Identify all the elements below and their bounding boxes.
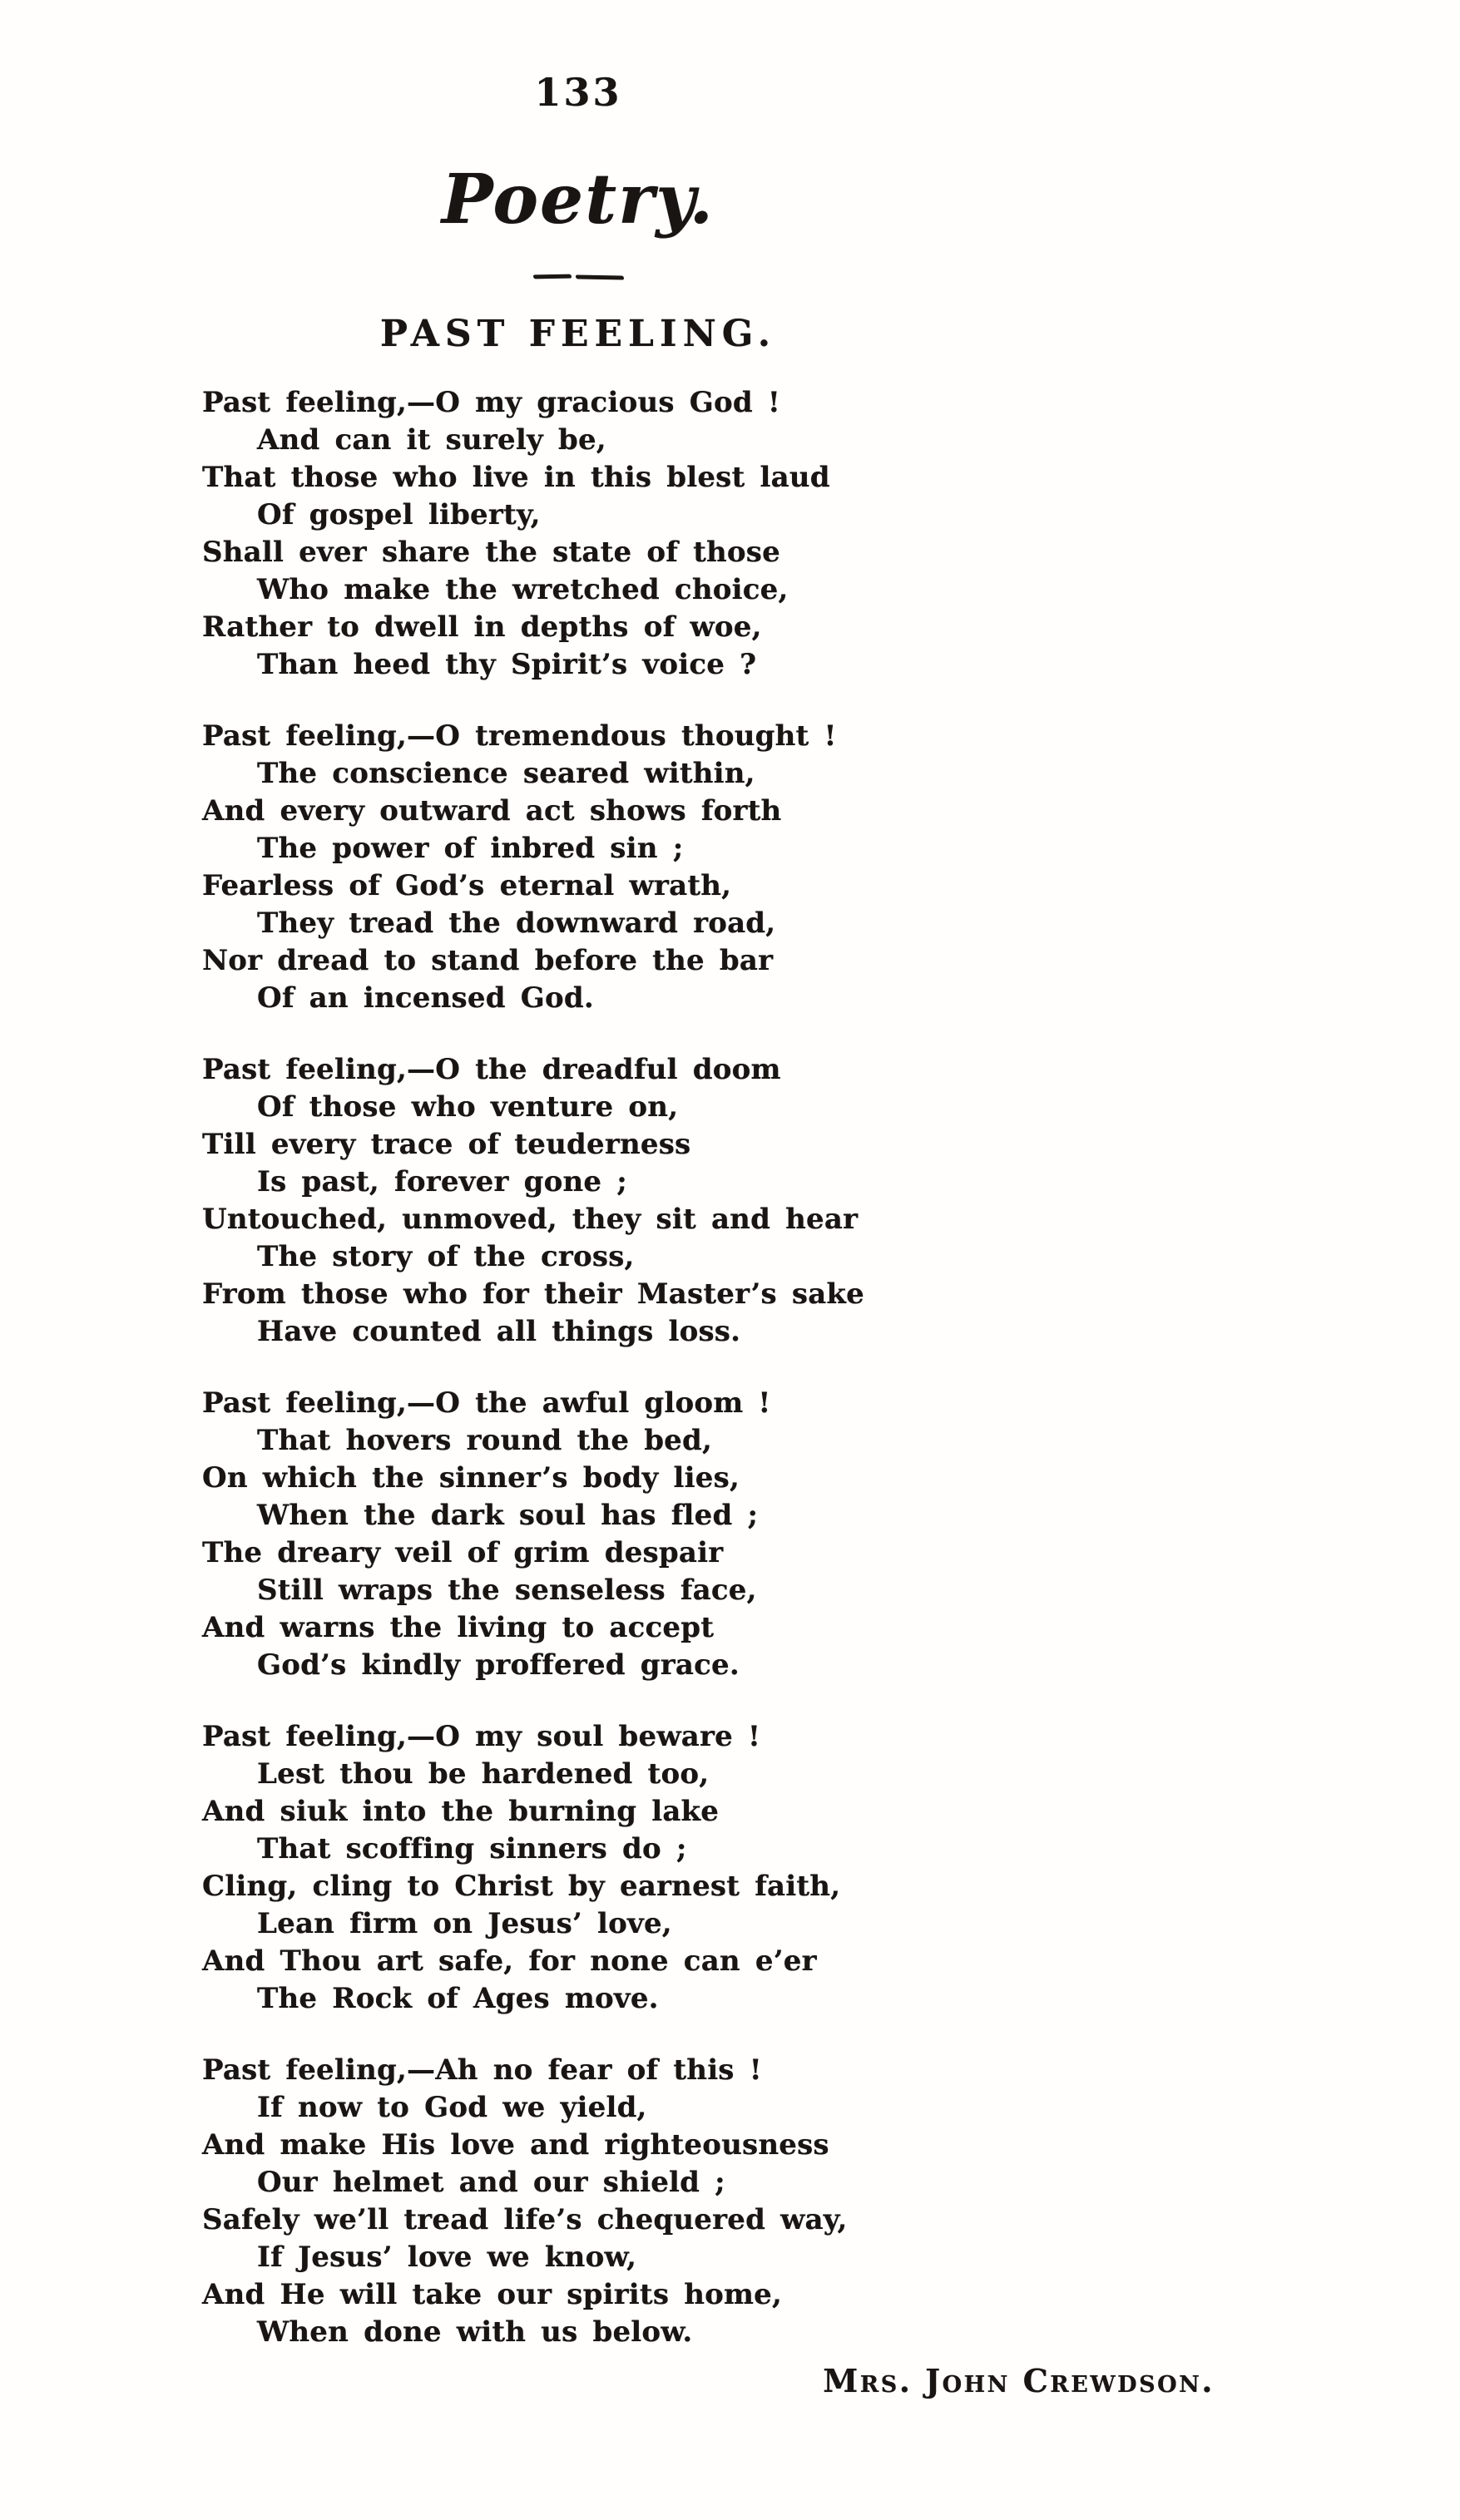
- poem-line: Our helmet and our shield ;: [257, 2166, 725, 2199]
- decorative-rule: [195, 274, 961, 279]
- poem-line: That hovers round the bed,: [257, 1424, 713, 1457]
- poem-line: The story of the cross,: [257, 1240, 635, 1273]
- poem-line: And make His love and righteousness: [202, 2128, 829, 2162]
- poem-line: Past feeling,—O the awful gloom !: [202, 1386, 771, 1420]
- stanza-4: [202, 1385, 1001, 1684]
- stanza-5: [202, 1718, 1001, 2018]
- poem-line: Past feeling,—O tremendous thought !: [202, 719, 837, 753]
- poem-line: And Thou art safe, for none can e’er: [202, 1944, 817, 1978]
- poem-line: And every outward act shows forth: [202, 794, 782, 828]
- poem-line: Have counted all things loss.: [257, 1315, 741, 1348]
- poem-line: When done with us below.: [257, 2315, 693, 2349]
- page-number: 133: [534, 70, 622, 115]
- poem-line: The power of inbred sin ;: [257, 832, 684, 865]
- poem-line: Fearless of God’s eternal wrath,: [202, 869, 732, 902]
- stanza-2: [202, 718, 1001, 1017]
- poem-line: Shall ever share the state of those: [202, 536, 780, 569]
- poem-line: Of an incensed God.: [257, 981, 594, 1015]
- stanza-6: [202, 2052, 1001, 2351]
- poem-line: Past feeling,—O the dreadful doom: [202, 1053, 781, 1086]
- poem-line: That those who live in this blest laud: [202, 461, 830, 494]
- poem-line: When the dark soul has fled ;: [257, 1499, 759, 1532]
- poem-line: Rather to dwell in depths of woe,: [202, 610, 762, 644]
- poem-line: And can it surely be,: [257, 423, 606, 457]
- section-heading-poetry: Poetry.: [441, 160, 715, 240]
- poem-line: Past feeling,—Ah no fear of this !: [202, 2053, 762, 2087]
- stanza-3: [202, 1051, 1001, 1351]
- poem-line: The dreary veil of grim despair: [202, 1536, 724, 1569]
- poem-body: [202, 384, 1001, 2385]
- attribution: Mrs. John Crewdson.: [823, 2362, 1215, 2399]
- poem-line: Still wraps the senseless face,: [257, 1574, 757, 1607]
- poem-line: Of those who venture on,: [257, 1090, 679, 1124]
- poem-line: Safely we’ll tread life’s chequered way,: [202, 2203, 848, 2236]
- poem-line: Till every trace of teuderness: [202, 1128, 691, 1161]
- poem-line: On which the sinner’s body lies,: [202, 1461, 740, 1495]
- poem-title: PAST FEELING.: [379, 313, 777, 355]
- poem-line: Who make the wretched choice,: [257, 573, 789, 606]
- poem-line: From those who for their Master’s sake: [202, 1277, 865, 1311]
- poem-line: If now to God we yield,: [257, 2091, 647, 2124]
- poem-line: Lest thou be hardened too,: [257, 1757, 710, 1791]
- poem-line: Untouched, unmoved, they sit and hear: [202, 1203, 859, 1236]
- poem-line: God’s kindly proffered grace.: [257, 1648, 740, 1682]
- poem-line: Than heed thy Spirit’s voice ?: [257, 648, 757, 681]
- poem-line: And He will take our spirits home,: [202, 2278, 783, 2311]
- poem-line: If Jesus’ love we know,: [257, 2241, 637, 2274]
- poem-line: Lean firm on Jesus’ love,: [257, 1907, 672, 1940]
- poem-line: Past feeling,—O my gracious God !: [202, 386, 781, 419]
- stanza-1: [202, 384, 1001, 684]
- poem-line: Of gospel liberty,: [257, 498, 541, 531]
- rule-dash-icon: [576, 274, 624, 279]
- poem-line: The conscience seared within,: [257, 757, 755, 790]
- poem-line: Is past, forever gone ;: [257, 1165, 627, 1198]
- poem-line: Nor dread to stand before the bar: [202, 944, 774, 977]
- poem-line: Past feeling,—O my soul beware !: [202, 1720, 761, 1753]
- rule-dash-icon: [533, 274, 572, 279]
- poem-line: And siuk into the burning lake: [202, 1795, 720, 1828]
- poem-line: And warns the living to accept: [202, 1611, 715, 1644]
- poem-line: Cling, cling to Christ by earnest faith,: [202, 1870, 841, 1903]
- poem-line: That scoffing sinners do ;: [257, 1832, 687, 1865]
- poem-line: The Rock of Ages move.: [257, 1982, 659, 2015]
- poem-line: They tread the downward road,: [257, 907, 776, 940]
